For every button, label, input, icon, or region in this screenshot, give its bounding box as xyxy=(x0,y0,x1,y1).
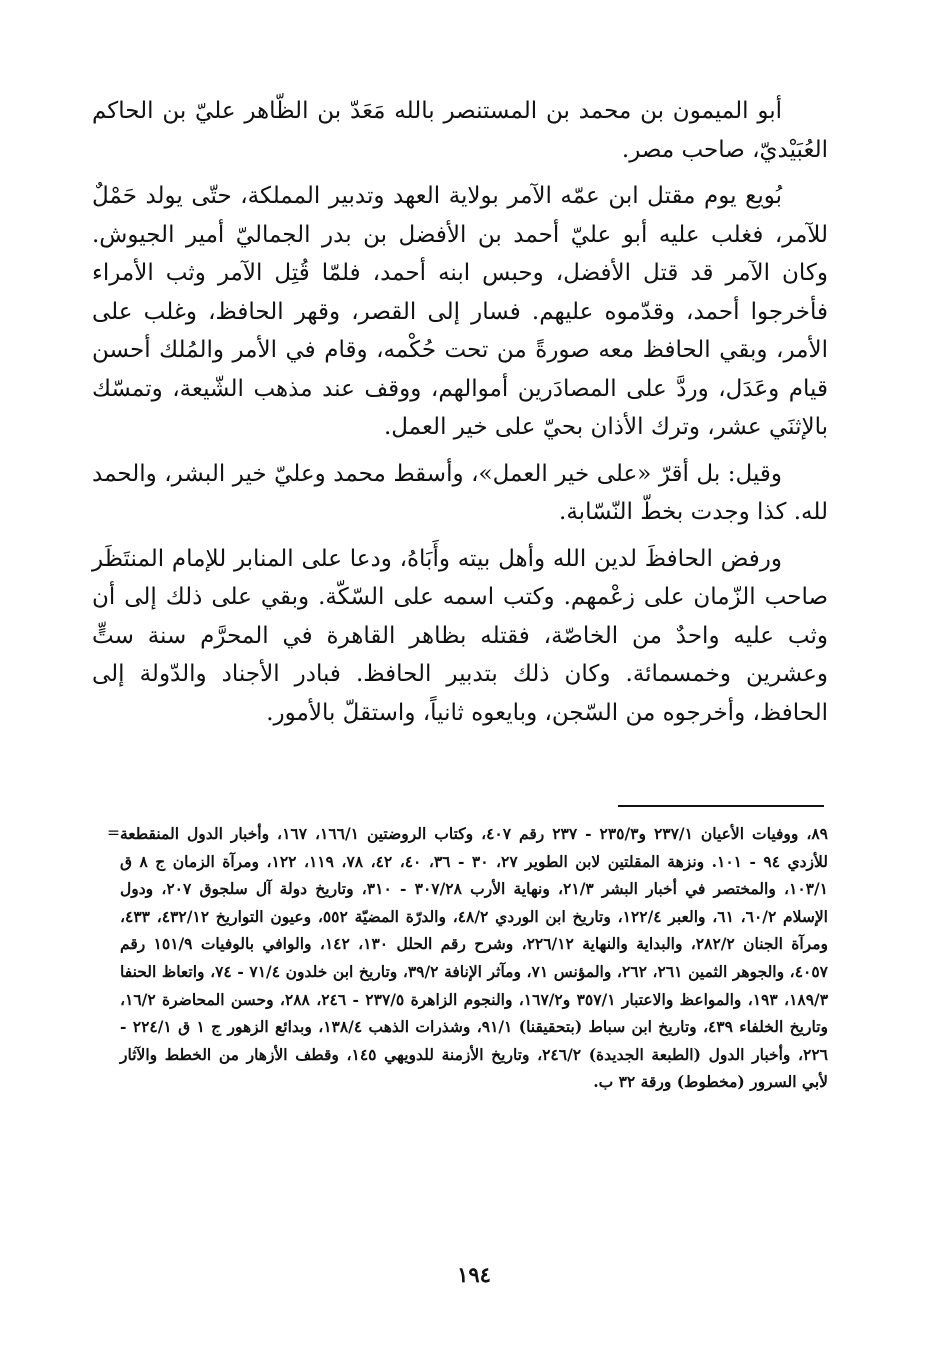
paragraph-4: ورفض الحافظَ لدين الله وأهل بيته وأَبَاهُ، ودعا على المنابر للإمام المنتَظَر صاحب الزّمان على زعْمهم. وكتب اسمه على السّكّة. وبقي على ذلك إلى أن وثب عليه واحدٌ من الخاصّة، فقتله بظاهر القاهرة في المحرَّم سنة ستٍّ وعشرين وخمسمائة. وكان ذلك بتدبير الحافظ. فبادر الأجناد والدّولة إلى الحافظ، وأخرجوه من السّجن، وبايعوه ثانياً، واستقلّ بالأمور. xyxy=(92,545,828,726)
main-text xyxy=(92,92,828,740)
paragraph-3: وقيل: بل أقرّ «على خير العمل»، وأسقط محمد وعليّ خير البشر، والحمد لله. كذا وجدت بخطّ النّسّابة. xyxy=(92,460,828,525)
footnote-entry xyxy=(96,820,828,1096)
footnote-divider xyxy=(618,805,824,807)
footnotes xyxy=(96,820,828,1096)
footnote-text: ٨٩، ووفيات الأعيان ٢٣٧/١ و٢٣٥/٣ - ٢٣٧ رقم ٤٠٧، وكتاب الروضتين ١٦٦/١، ١٦٧، وأخبار الدول المنقطعة للأزدي ٩٤ - ١٠١. ونزهة المقلتين لابن الطوير ٢٧، ٣٠ - ٣٦، ٤٠، ٤٢، ٧٨، ١١٩، ١٢٢، ومرآة الزمان ج ٨ ق ١٠٣/١، والمختصر في أخبار البشر ٢١/٣، ونهاية الأرب ٣٠٧/٢٨ - ٣١٠، وتاريخ دولة آل سلجوق ٢٠٧، ودول الإسلام ٦٠/٢، ٦١، والعبر ١٢٢/٤، وتاريخ ابن الوردي ٤٨/٢، والدرّة المضيّة ٥٥٢، وعيون التواريخ ٤٣٢/١٢، ٤٣٣، ومرآة الجنان ٢٨٢/٢، والبداية والنهاية ٢٢٦/١٢، وشرح رقم الحلل ١٣٠، ١٤٢، والوافي بالوفيات ١٥١/٩ رقم ٤٠٥٧، والجوهر الثمين ٢٦١، ٢٦٢، والمؤنس ٧١، ومآثر الإنافة ٣٩/٢، وتاريخ ابن خلدون ٧١/٤ - ٧٤، واتعاظ الحنفا ١٨٩/٣، ١٩٣، والمواعظ والاعتبار ٣٥٧/١ و١٦٧/٢، والنجوم الزاهرة ٢٣٧/٥ - ٢٤٦، ٢٨٨، وحسن المحاضرة ١٦/٢، وتاريخ الخلفاء ٤٣٩، وتاريخ ابن سباط (بتحقيقنا) ٩١/١، وشذرات الذهب ١٣٨/٤، وبدائع الزهور ج ١ ق ٢٢٤/١ - ٢٢٦، وأخبار الدول (الطبعة الجديدة) ٢٤٦/٢، وتاريخ الأزمنة للدويهي ١٤٥، وقطف الأزهار من الخطط والآثار لأبي السرور (مخطوط) ورقة ٣٢ ب. xyxy=(120,824,829,1092)
footnote-continuation-marker: = xyxy=(107,824,120,842)
page-number: ١٩٤ xyxy=(457,1262,491,1287)
paragraph-2: بُويع يوم مقتل ابن عمّه الآمر بولاية العهد وتدبير المملكة، حتّى يولد حَمْلٌ للآمر، فغلب عليه أبو عليّ أحمد بن الأفضل بن بدر الجماليّ أمير الجيوش. وكان الآمر قد قتل الأفضل، وحبس ابنه أحمد، فلمّا قُتِل الآمر وثب الأمراء فأخرجوا أحمد، وقدّموه عليهم. فسار إلى القصر، وقهر الحافظ، وغلب على الأمر، وبقي الحافظ معه صورةً من تحت حُكْمه، وقام في الأمر والمُلك أحسن قيام وعَدَل، وردَّ على المصادَرين أموالهم، ووقف عند مذهب الشّيعة، وتمسّك بالإثنَي عشر، وترك الأذان بحيّ على خير العمل. xyxy=(92,183,828,440)
paragraph-1: أبو الميمون بن محمد بن المستنصر بالله مَعَدّ بن الظّاهر عليّ بن الحاكم العُبَيْديّ، صاحب مصر. xyxy=(92,98,828,163)
